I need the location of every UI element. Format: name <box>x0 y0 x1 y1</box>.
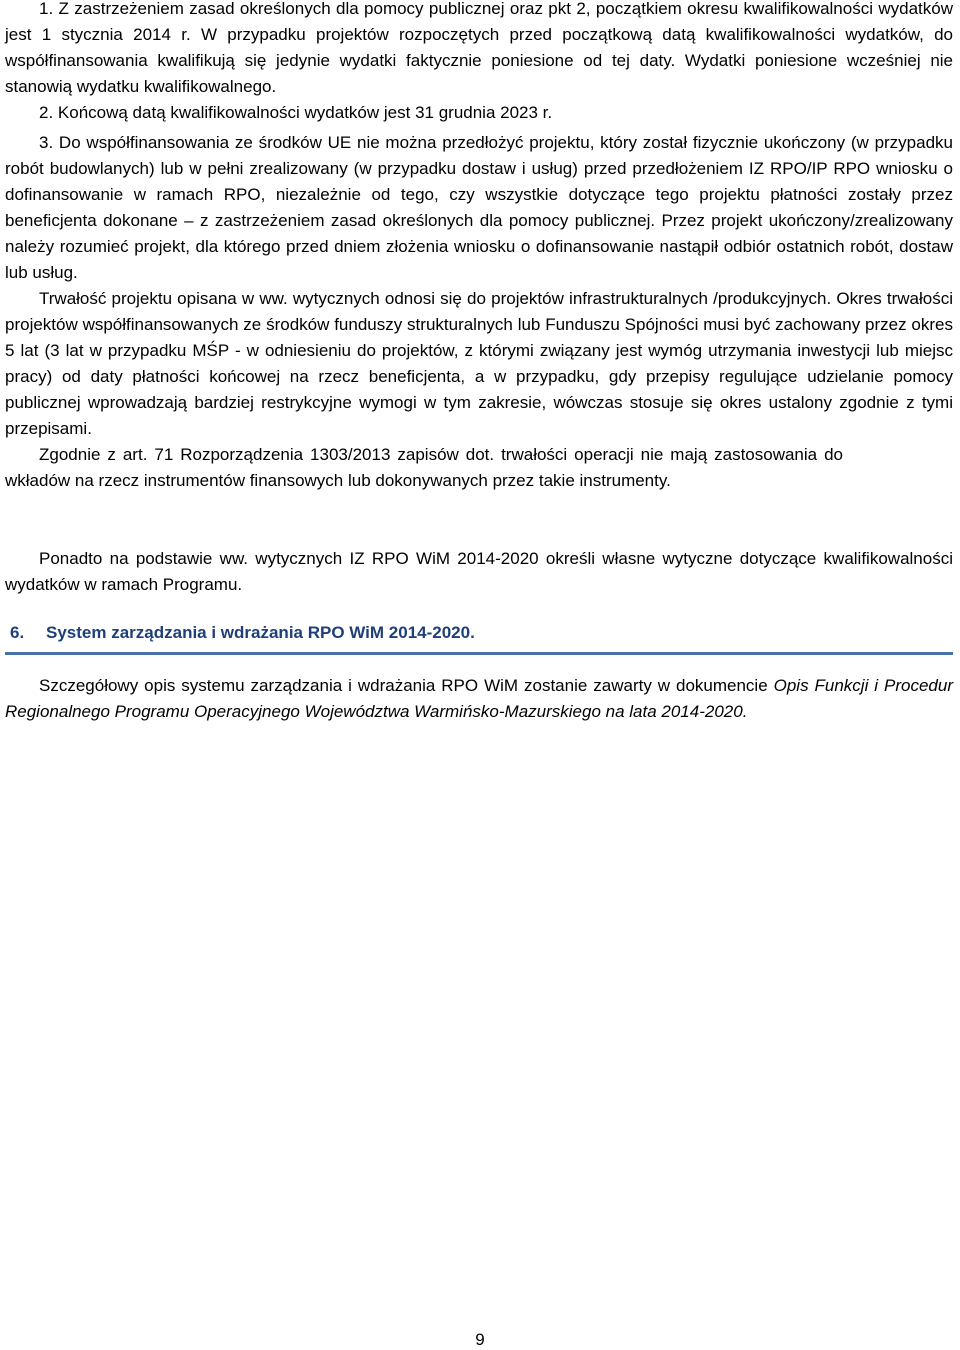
paragraph-durability: Trwałość projektu opisana w ww. wytycznych odnosi się do projektów infrastrukturalnych /produkcyjnych. Okres trwałości projektów współfinansowanych ze środków funduszy strukturalnych lub Funduszu Spójności musi być zachowany przez okres 5 lat (3 lat w przypadku MŚP - w odniesieniu do projektów, z którymi związany jest wymóg utrzymania inwestycji lub miejsc pracy) od daty płatności końcowej na rzecz beneficjenta, a w przypadku, gdy przepisy regulujące udzielanie pomocy publicznej wprowadzają bardziej restrykcyjne wymogi w tym zakresie, wówczas stosuje się okres ustalony zgodnie z tymi przepisami. <box>5 289 953 438</box>
paragraph-art71: Zgodnie z art. 71 Rozporządzenia 1303/2013 zapisów dot. trwałości operacji nie mają zastosowania do wkładów na rzecz instrumentów finansowych lub dokonywanych przez takie instrumenty. <box>5 445 843 490</box>
section-number: 6. <box>10 623 25 642</box>
paragraph-guidelines: Ponadto na podstawie ww. wytycznych IZ RPO WiM 2014-2020 określi własne wytyczne dotyczące kwalifikowalności wydatków w ramach Programu. <box>5 549 953 594</box>
paragraph-item-3: 3. Do współfinansowania ze środków UE nie można przedłożyć projektu, który został fizycznie ukończony (w przypadku robót budowlanych) lub w pełni zrealizowany (w przypadku dostaw i usług) przed przedłożeniem IZ RPO/IP RPO wniosku o dofinansowanie w ramach RPO, niezależnie od tego, czy wszystkie dotyczące tego projektu płatności zostały przez beneficjenta dokonane – z zastrzeżeniem zasad określonych dla pomocy publicznej. Przez projekt ukończony/zrealizowany należy rozumieć projekt, dla którego przed dniem złożenia wniosku o dofinansowanie nastąpił odbiór ostatnich robót, dostaw lub usług. <box>5 133 953 282</box>
section-title: System zarządzania i wdrażania RPO WiM 2014-2020. <box>46 623 475 642</box>
system-text: Szczegółowy opis systemu zarządzania i wdrażania RPO WiM zostanie zawarty w dokumencie <box>39 676 774 695</box>
page-number: 9 <box>475 1330 485 1349</box>
section-heading <box>5 620 953 655</box>
document-page <box>5 0 953 725</box>
paragraph-item-1: 1. Z zastrzeżeniem zasad określonych dla pomocy publicznej oraz pkt 2, początkiem okresu kwalifikowalności wydatków jest 1 stycznia 2014 r. W przypadku projektów rozpoczętych przed początkową datą kwalifikowalności wydatków, do współfinansowania kwalifikują się jedynie wydatki faktycznie poniesione od tej daty. Wydatki poniesione wcześniej nie stanowią wydatku kwalifikowalnego. <box>5 0 953 96</box>
paragraph-system <box>5 673 953 725</box>
paragraph-item-2: 2. Końcową datą kwalifikowalności wydatków jest 31 grudnia 2023 r. <box>39 103 553 122</box>
system-document-title: Opis Funkcji i Procedur Regionalnego Programu Operacyjnego Województwa Warmińsko-Mazurskiego na lata 2014-2020. <box>5 676 953 721</box>
